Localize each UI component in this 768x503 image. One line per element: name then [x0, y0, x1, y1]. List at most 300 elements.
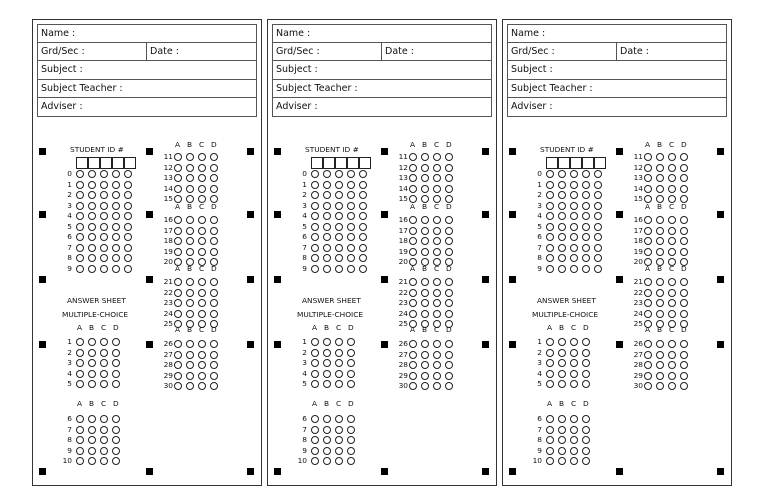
id-digit-bubble[interactable] [124, 233, 132, 241]
id-digit-bubble[interactable] [582, 170, 590, 178]
answer-bubble[interactable] [409, 351, 417, 359]
answer-bubble[interactable] [433, 310, 441, 318]
student-id-box[interactable] [100, 157, 112, 169]
answer-bubble[interactable] [311, 349, 319, 357]
answer-bubble[interactable] [433, 372, 441, 380]
id-digit-bubble[interactable] [88, 202, 96, 210]
answer-bubble[interactable] [421, 153, 429, 161]
answer-bubble[interactable] [198, 278, 206, 286]
answer-bubble[interactable] [347, 436, 355, 444]
student-id-box[interactable] [582, 157, 594, 169]
answer-bubble[interactable] [409, 340, 417, 348]
answer-bubble[interactable] [198, 237, 206, 245]
answer-bubble[interactable] [668, 164, 676, 172]
id-digit-bubble[interactable] [100, 191, 108, 199]
id-digit-bubble[interactable] [582, 181, 590, 189]
answer-bubble[interactable] [112, 415, 120, 423]
answer-bubble[interactable] [680, 216, 688, 224]
answer-bubble[interactable] [644, 227, 652, 235]
answer-bubble[interactable] [421, 289, 429, 297]
answer-bubble[interactable] [668, 340, 676, 348]
answer-bubble[interactable] [76, 447, 84, 455]
id-digit-bubble[interactable] [323, 244, 331, 252]
adviser-field[interactable] [272, 98, 492, 117]
id-digit-bubble[interactable] [112, 254, 120, 262]
id-digit-bubble[interactable] [100, 202, 108, 210]
id-digit-bubble[interactable] [124, 265, 132, 273]
id-digit-bubble[interactable] [335, 265, 343, 273]
answer-bubble[interactable] [76, 338, 84, 346]
answer-bubble[interactable] [680, 164, 688, 172]
id-digit-bubble[interactable] [323, 223, 331, 231]
answer-bubble[interactable] [409, 372, 417, 380]
answer-bubble[interactable] [668, 153, 676, 161]
id-digit-bubble[interactable] [76, 181, 84, 189]
answer-bubble[interactable] [335, 415, 343, 423]
student-id-box[interactable] [112, 157, 124, 169]
id-digit-bubble[interactable] [359, 191, 367, 199]
answer-bubble[interactable] [445, 361, 453, 369]
answer-bubble[interactable] [174, 164, 182, 172]
answer-bubble[interactable] [433, 289, 441, 297]
answer-bubble[interactable] [186, 248, 194, 256]
id-digit-bubble[interactable] [335, 191, 343, 199]
answer-bubble[interactable] [445, 248, 453, 256]
student-id-box[interactable] [594, 157, 606, 169]
answer-bubble[interactable] [347, 349, 355, 357]
answer-bubble[interactable] [323, 370, 331, 378]
id-digit-bubble[interactable] [124, 244, 132, 252]
answer-bubble[interactable] [347, 426, 355, 434]
answer-bubble[interactable] [112, 447, 120, 455]
answer-bubble[interactable] [445, 237, 453, 245]
answer-bubble[interactable] [186, 278, 194, 286]
answer-bubble[interactable] [656, 174, 664, 182]
answer-bubble[interactable] [76, 370, 84, 378]
answer-bubble[interactable] [421, 299, 429, 307]
id-digit-bubble[interactable] [347, 212, 355, 220]
answer-bubble[interactable] [445, 289, 453, 297]
answer-bubble[interactable] [174, 382, 182, 390]
answer-bubble[interactable] [433, 299, 441, 307]
answer-bubble[interactable] [174, 174, 182, 182]
answer-bubble[interactable] [546, 436, 554, 444]
answer-bubble[interactable] [311, 426, 319, 434]
id-digit-bubble[interactable] [546, 212, 554, 220]
answer-bubble[interactable] [433, 227, 441, 235]
name-field[interactable] [507, 24, 727, 43]
answer-bubble[interactable] [88, 436, 96, 444]
answer-bubble[interactable] [421, 372, 429, 380]
id-digit-bubble[interactable] [112, 191, 120, 199]
subject-teacher-field[interactable] [507, 80, 727, 99]
adviser-field[interactable] [507, 98, 727, 117]
answer-bubble[interactable] [174, 340, 182, 348]
answer-bubble[interactable] [570, 380, 578, 388]
id-digit-bubble[interactable] [582, 244, 590, 252]
answer-bubble[interactable] [421, 278, 429, 286]
answer-bubble[interactable] [409, 310, 417, 318]
answer-bubble[interactable] [656, 248, 664, 256]
answer-bubble[interactable] [668, 310, 676, 318]
id-digit-bubble[interactable] [359, 170, 367, 178]
answer-bubble[interactable] [570, 457, 578, 465]
answer-bubble[interactable] [88, 380, 96, 388]
answer-bubble[interactable] [433, 237, 441, 245]
answer-bubble[interactable] [409, 299, 417, 307]
answer-bubble[interactable] [186, 227, 194, 235]
answer-bubble[interactable] [421, 174, 429, 182]
answer-bubble[interactable] [582, 349, 590, 357]
answer-bubble[interactable] [112, 436, 120, 444]
answer-bubble[interactable] [680, 237, 688, 245]
id-digit-bubble[interactable] [546, 223, 554, 231]
answer-bubble[interactable] [347, 457, 355, 465]
answer-bubble[interactable] [558, 447, 566, 455]
answer-bubble[interactable] [644, 361, 652, 369]
id-digit-bubble[interactable] [112, 212, 120, 220]
id-digit-bubble[interactable] [570, 254, 578, 262]
id-digit-bubble[interactable] [88, 254, 96, 262]
answer-bubble[interactable] [409, 237, 417, 245]
answer-bubble[interactable] [335, 380, 343, 388]
id-digit-bubble[interactable] [558, 181, 566, 189]
answer-bubble[interactable] [445, 185, 453, 193]
answer-bubble[interactable] [570, 370, 578, 378]
id-digit-bubble[interactable] [570, 191, 578, 199]
answer-bubble[interactable] [668, 248, 676, 256]
answer-bubble[interactable] [421, 248, 429, 256]
id-digit-bubble[interactable] [112, 181, 120, 189]
answer-bubble[interactable] [174, 289, 182, 297]
id-digit-bubble[interactable] [546, 233, 554, 241]
answer-bubble[interactable] [210, 278, 218, 286]
answer-bubble[interactable] [644, 153, 652, 161]
id-digit-bubble[interactable] [323, 170, 331, 178]
id-digit-bubble[interactable] [546, 181, 554, 189]
id-digit-bubble[interactable] [347, 254, 355, 262]
answer-bubble[interactable] [311, 338, 319, 346]
answer-bubble[interactable] [88, 359, 96, 367]
id-digit-bubble[interactable] [594, 181, 602, 189]
id-digit-bubble[interactable] [347, 170, 355, 178]
answer-bubble[interactable] [198, 372, 206, 380]
answer-bubble[interactable] [644, 216, 652, 224]
answer-bubble[interactable] [76, 457, 84, 465]
answer-bubble[interactable] [198, 227, 206, 235]
answer-bubble[interactable] [186, 237, 194, 245]
answer-bubble[interactable] [546, 447, 554, 455]
answer-bubble[interactable] [558, 370, 566, 378]
answer-bubble[interactable] [100, 338, 108, 346]
answer-bubble[interactable] [409, 278, 417, 286]
id-digit-bubble[interactable] [558, 254, 566, 262]
answer-bubble[interactable] [409, 227, 417, 235]
answer-bubble[interactable] [347, 359, 355, 367]
id-digit-bubble[interactable] [311, 191, 319, 199]
answer-bubble[interactable] [570, 436, 578, 444]
answer-bubble[interactable] [76, 349, 84, 357]
id-digit-bubble[interactable] [594, 212, 602, 220]
answer-bubble[interactable] [656, 310, 664, 318]
answer-bubble[interactable] [680, 299, 688, 307]
id-digit-bubble[interactable] [112, 202, 120, 210]
answer-bubble[interactable] [644, 299, 652, 307]
id-digit-bubble[interactable] [347, 244, 355, 252]
answer-bubble[interactable] [680, 382, 688, 390]
id-digit-bubble[interactable] [594, 254, 602, 262]
id-digit-bubble[interactable] [359, 254, 367, 262]
answer-bubble[interactable] [421, 361, 429, 369]
answer-bubble[interactable] [668, 361, 676, 369]
answer-bubble[interactable] [445, 164, 453, 172]
answer-bubble[interactable] [323, 426, 331, 434]
answer-bubble[interactable] [433, 185, 441, 193]
answer-bubble[interactable] [445, 310, 453, 318]
answer-bubble[interactable] [433, 351, 441, 359]
answer-bubble[interactable] [546, 349, 554, 357]
answer-bubble[interactable] [445, 382, 453, 390]
id-digit-bubble[interactable] [323, 191, 331, 199]
id-digit-bubble[interactable] [570, 233, 578, 241]
student-id-box[interactable] [359, 157, 371, 169]
id-digit-bubble[interactable] [335, 223, 343, 231]
answer-bubble[interactable] [210, 361, 218, 369]
answer-bubble[interactable] [347, 338, 355, 346]
id-digit-bubble[interactable] [594, 233, 602, 241]
answer-bubble[interactable] [582, 426, 590, 434]
id-digit-bubble[interactable] [594, 223, 602, 231]
answer-bubble[interactable] [668, 289, 676, 297]
answer-bubble[interactable] [210, 299, 218, 307]
answer-bubble[interactable] [210, 289, 218, 297]
answer-bubble[interactable] [198, 382, 206, 390]
answer-bubble[interactable] [668, 299, 676, 307]
answer-bubble[interactable] [409, 361, 417, 369]
answer-bubble[interactable] [656, 237, 664, 245]
name-field[interactable] [37, 24, 257, 43]
answer-bubble[interactable] [112, 457, 120, 465]
id-digit-bubble[interactable] [88, 244, 96, 252]
id-digit-bubble[interactable] [359, 202, 367, 210]
answer-bubble[interactable] [323, 349, 331, 357]
answer-bubble[interactable] [198, 361, 206, 369]
id-digit-bubble[interactable] [112, 170, 120, 178]
answer-bubble[interactable] [88, 349, 96, 357]
answer-bubble[interactable] [88, 457, 96, 465]
id-digit-bubble[interactable] [88, 181, 96, 189]
answer-bubble[interactable] [335, 457, 343, 465]
answer-bubble[interactable] [433, 216, 441, 224]
name-field[interactable] [272, 24, 492, 43]
answer-bubble[interactable] [644, 164, 652, 172]
answer-bubble[interactable] [210, 340, 218, 348]
answer-bubble[interactable] [88, 370, 96, 378]
answer-bubble[interactable] [582, 415, 590, 423]
id-digit-bubble[interactable] [323, 265, 331, 273]
answer-bubble[interactable] [335, 447, 343, 455]
id-digit-bubble[interactable] [582, 265, 590, 273]
id-digit-bubble[interactable] [76, 254, 84, 262]
answer-bubble[interactable] [656, 289, 664, 297]
answer-bubble[interactable] [656, 340, 664, 348]
id-digit-bubble[interactable] [594, 265, 602, 273]
date-field[interactable] [616, 43, 649, 61]
answer-bubble[interactable] [445, 174, 453, 182]
answer-bubble[interactable] [311, 447, 319, 455]
answer-bubble[interactable] [311, 370, 319, 378]
id-digit-bubble[interactable] [570, 212, 578, 220]
id-digit-bubble[interactable] [112, 233, 120, 241]
id-digit-bubble[interactable] [582, 254, 590, 262]
answer-bubble[interactable] [421, 382, 429, 390]
id-digit-bubble[interactable] [124, 170, 132, 178]
answer-bubble[interactable] [335, 426, 343, 434]
answer-bubble[interactable] [112, 380, 120, 388]
answer-bubble[interactable] [582, 370, 590, 378]
id-digit-bubble[interactable] [359, 181, 367, 189]
answer-bubble[interactable] [76, 380, 84, 388]
answer-bubble[interactable] [680, 340, 688, 348]
answer-bubble[interactable] [680, 361, 688, 369]
id-digit-bubble[interactable] [124, 202, 132, 210]
answer-bubble[interactable] [445, 351, 453, 359]
answer-bubble[interactable] [186, 299, 194, 307]
id-digit-bubble[interactable] [100, 181, 108, 189]
answer-bubble[interactable] [558, 415, 566, 423]
answer-bubble[interactable] [100, 370, 108, 378]
answer-bubble[interactable] [656, 382, 664, 390]
answer-bubble[interactable] [421, 310, 429, 318]
answer-bubble[interactable] [558, 359, 566, 367]
answer-bubble[interactable] [680, 185, 688, 193]
id-digit-bubble[interactable] [311, 223, 319, 231]
id-digit-bubble[interactable] [311, 233, 319, 241]
id-digit-bubble[interactable] [546, 254, 554, 262]
answer-bubble[interactable] [198, 299, 206, 307]
answer-bubble[interactable] [546, 380, 554, 388]
answer-bubble[interactable] [112, 338, 120, 346]
answer-bubble[interactable] [409, 185, 417, 193]
answer-bubble[interactable] [668, 351, 676, 359]
answer-bubble[interactable] [174, 278, 182, 286]
answer-bubble[interactable] [210, 310, 218, 318]
answer-bubble[interactable] [421, 227, 429, 235]
id-digit-bubble[interactable] [582, 191, 590, 199]
id-digit-bubble[interactable] [124, 181, 132, 189]
answer-bubble[interactable] [100, 447, 108, 455]
answer-bubble[interactable] [112, 370, 120, 378]
answer-bubble[interactable] [311, 415, 319, 423]
id-digit-bubble[interactable] [112, 265, 120, 273]
id-digit-bubble[interactable] [311, 170, 319, 178]
answer-bubble[interactable] [76, 436, 84, 444]
answer-bubble[interactable] [186, 216, 194, 224]
id-digit-bubble[interactable] [558, 244, 566, 252]
answer-bubble[interactable] [582, 457, 590, 465]
answer-bubble[interactable] [409, 216, 417, 224]
answer-bubble[interactable] [347, 447, 355, 455]
answer-bubble[interactable] [174, 237, 182, 245]
answer-bubble[interactable] [656, 164, 664, 172]
answer-bubble[interactable] [656, 372, 664, 380]
answer-bubble[interactable] [570, 338, 578, 346]
answer-bubble[interactable] [433, 361, 441, 369]
id-digit-bubble[interactable] [76, 265, 84, 273]
id-digit-bubble[interactable] [335, 212, 343, 220]
answer-bubble[interactable] [174, 227, 182, 235]
answer-bubble[interactable] [644, 248, 652, 256]
answer-bubble[interactable] [421, 216, 429, 224]
id-digit-bubble[interactable] [124, 223, 132, 231]
answer-bubble[interactable] [445, 340, 453, 348]
subject-teacher-field[interactable] [272, 80, 492, 99]
answer-bubble[interactable] [186, 164, 194, 172]
answer-bubble[interactable] [680, 372, 688, 380]
answer-bubble[interactable] [582, 436, 590, 444]
id-digit-bubble[interactable] [335, 233, 343, 241]
answer-bubble[interactable] [186, 289, 194, 297]
id-digit-bubble[interactable] [124, 191, 132, 199]
student-id-box[interactable] [124, 157, 136, 169]
id-digit-bubble[interactable] [323, 202, 331, 210]
answer-bubble[interactable] [198, 216, 206, 224]
answer-bubble[interactable] [445, 227, 453, 235]
answer-bubble[interactable] [680, 227, 688, 235]
answer-bubble[interactable] [210, 227, 218, 235]
id-digit-bubble[interactable] [594, 170, 602, 178]
answer-bubble[interactable] [546, 338, 554, 346]
answer-bubble[interactable] [433, 164, 441, 172]
answer-bubble[interactable] [186, 372, 194, 380]
answer-bubble[interactable] [558, 380, 566, 388]
answer-bubble[interactable] [174, 372, 182, 380]
student-id-box[interactable] [311, 157, 323, 169]
id-digit-bubble[interactable] [112, 244, 120, 252]
answer-bubble[interactable] [644, 372, 652, 380]
id-digit-bubble[interactable] [359, 265, 367, 273]
answer-bubble[interactable] [100, 415, 108, 423]
answer-bubble[interactable] [100, 349, 108, 357]
answer-bubble[interactable] [174, 351, 182, 359]
answer-bubble[interactable] [445, 216, 453, 224]
id-digit-bubble[interactable] [76, 233, 84, 241]
answer-bubble[interactable] [174, 361, 182, 369]
answer-bubble[interactable] [445, 299, 453, 307]
id-digit-bubble[interactable] [546, 265, 554, 273]
id-digit-bubble[interactable] [124, 212, 132, 220]
answer-bubble[interactable] [680, 289, 688, 297]
answer-bubble[interactable] [335, 370, 343, 378]
answer-bubble[interactable] [582, 380, 590, 388]
answer-bubble[interactable] [409, 289, 417, 297]
answer-bubble[interactable] [210, 164, 218, 172]
answer-bubble[interactable] [323, 338, 331, 346]
answer-bubble[interactable] [409, 248, 417, 256]
id-digit-bubble[interactable] [311, 254, 319, 262]
student-id-box[interactable] [335, 157, 347, 169]
id-digit-bubble[interactable] [558, 265, 566, 273]
answer-bubble[interactable] [100, 359, 108, 367]
answer-bubble[interactable] [198, 340, 206, 348]
answer-bubble[interactable] [100, 457, 108, 465]
answer-bubble[interactable] [546, 370, 554, 378]
student-id-box[interactable] [546, 157, 558, 169]
answer-bubble[interactable] [421, 185, 429, 193]
answer-bubble[interactable] [656, 216, 664, 224]
answer-bubble[interactable] [210, 351, 218, 359]
answer-bubble[interactable] [198, 174, 206, 182]
